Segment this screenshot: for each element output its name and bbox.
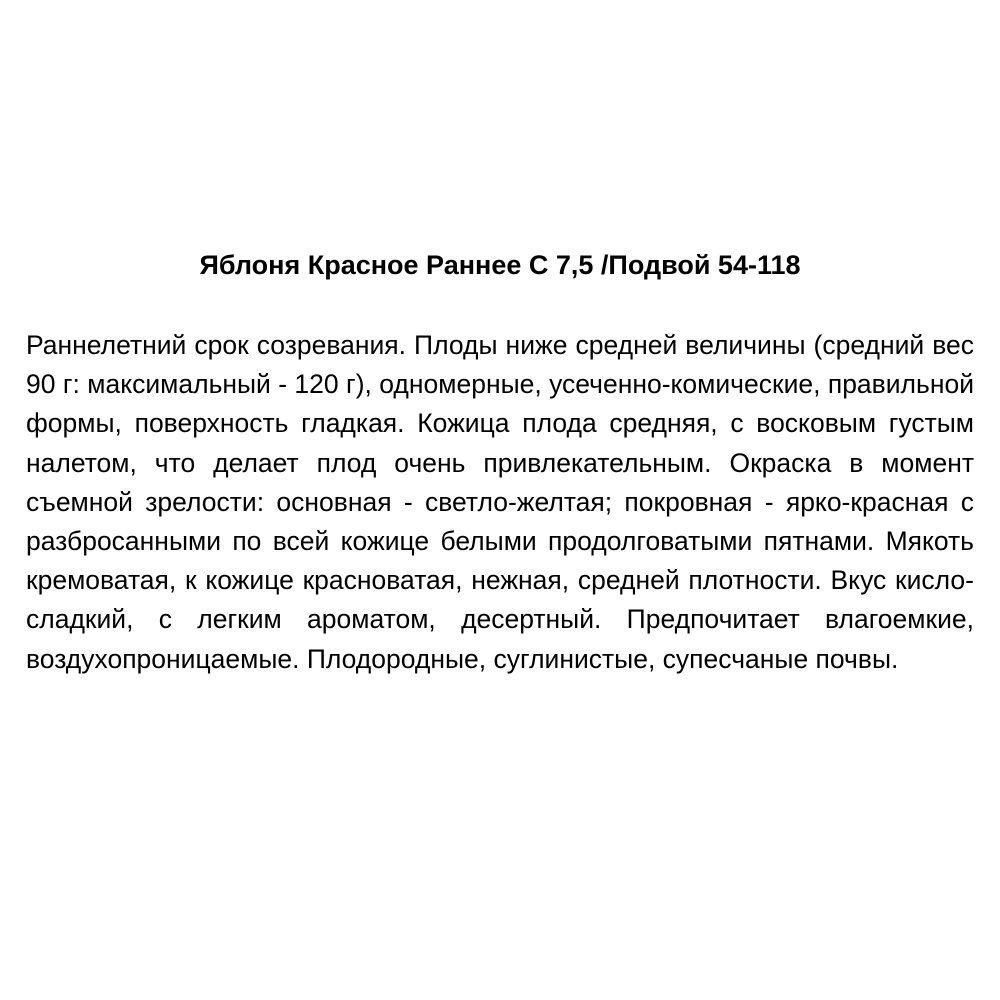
product-description: Раннелетний срок созревания. Плоды ниже средней величины (средний вес 90 г: максимальный - 120 г), одномерные, усеченно-комические, правильной формы, поверхность гладкая. Кожица плода средняя, с восковым густым налетом, что делает плод очень привлекательным. Окраска в момент съемной зрелости: основная - светло-желтая; покровная - ярко-красная с разбросанными по всей кожице белыми продолговатыми пятнами. Мякоть кремоватая, к кожице красноватая, нежная, средней плотности. Вкус кисло-сладкий, с легким ароматом, десертный. Предпочитает влагоемкие, воздухопроницаемые. Плодородные, суглинистые, супесчаные почвы.: [26, 330, 974, 674]
product-title: Яблоня Красное Раннее С 7,5 /Подвой 54-118: [199, 250, 801, 280]
